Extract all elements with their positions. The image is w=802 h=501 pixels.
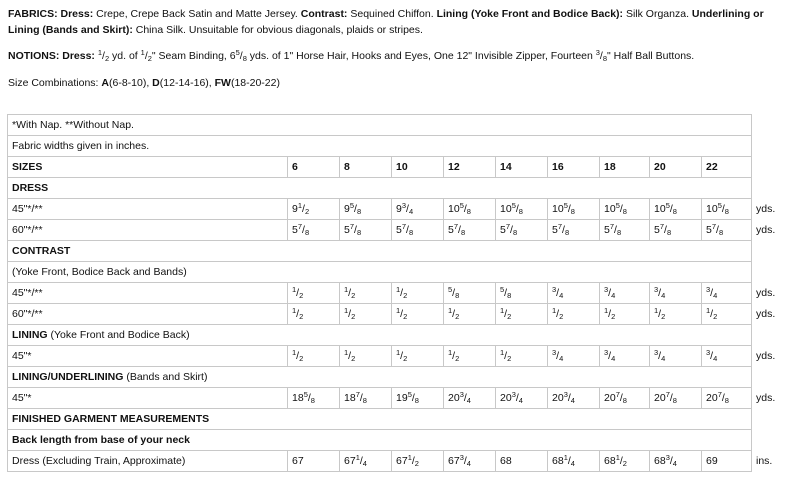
value-cell: $^3/_4$ [650, 283, 702, 304]
underlining-subheading: (Bands and Skirt) [123, 371, 208, 383]
combo-fw-value: (18-20-22) [230, 77, 280, 89]
value-cell: $9^5/_8$ [340, 199, 392, 220]
contrast-heading-row [8, 241, 752, 262]
size-header: 16 [548, 157, 600, 178]
value-cell: $^1/_2$ [392, 283, 444, 304]
value-cell: $10^5/_8$ [650, 199, 702, 220]
contrast-sub-row [8, 262, 752, 283]
row-label: 60"*/** [8, 220, 288, 241]
value-cell: $67^1/_2$ [392, 451, 444, 472]
back-length-heading: Back length from base of your neck [12, 434, 190, 446]
value-cell: $5^7/_8$ [444, 220, 496, 241]
finished-heading: FINISHED GARMENT MEASUREMENTS [12, 413, 210, 425]
fabrics-text-3: Silk Organza. [623, 8, 692, 20]
value-cell: 68 [496, 451, 548, 472]
note-nap-row-cell [8, 115, 752, 136]
value-cell: $10^5/_8$ [548, 199, 600, 220]
contrast-row [8, 304, 752, 325]
value-cell: $9^3/_4$ [392, 199, 444, 220]
value-cell: $^3/_4$ [650, 346, 702, 367]
value-cell: $5^7/_8$ [392, 220, 444, 241]
size-combo-label: Size Combinations: [8, 77, 102, 89]
size-combinations [8, 75, 794, 91]
row-label: 45"*/** [8, 283, 288, 304]
size-header: 12 [444, 157, 496, 178]
size-header: 6 [288, 157, 340, 178]
unit-label: yds. [756, 307, 776, 320]
value-cell: $18^7/_8$ [340, 388, 392, 409]
value-cell: $^1/_2$ [392, 304, 444, 325]
value-cell: $68^1/_4$ [548, 451, 600, 472]
size-header: 22 [702, 157, 752, 178]
sizes-label: SIZES [8, 157, 288, 178]
fabrics-text-1: Crepe, Crepe Back Satin and Matte Jersey. [93, 8, 301, 20]
contrast-heading: CONTRAST [12, 245, 71, 257]
underlining-heading-row [8, 367, 752, 388]
value-cell: $20^7/_8$ [650, 388, 702, 409]
lining-subheading: (Yoke Front and Bodice Back) [47, 329, 190, 341]
sizes-row [8, 157, 752, 178]
fabrics-heading: FABRICS: Dress: [8, 8, 94, 20]
fabrics-text-2: Sequined Chiffon. [347, 8, 437, 20]
yardage-table [7, 114, 752, 472]
row-label: 45"*/** [8, 199, 288, 220]
size-header: 20 [650, 157, 702, 178]
dress-heading-row [8, 178, 752, 199]
unit-label: yds. [756, 202, 776, 215]
value-cell: 69 [702, 451, 752, 472]
contrast-sub-row-cell [8, 262, 752, 283]
value-cell: $^1/_2$ [444, 346, 496, 367]
notions-paragraph [8, 48, 794, 64]
value-cell: $20^7/_8$ [600, 388, 650, 409]
size-header: 8 [340, 157, 392, 178]
value-cell: $68^1/_2$ [600, 451, 650, 472]
underlining-heading-row-cell [8, 367, 752, 388]
value-cell: $67^3/_4$ [444, 451, 496, 472]
value-cell: $^1/_2$ [288, 346, 340, 367]
dress-heading-row-cell [8, 178, 752, 199]
value-cell: $^3/_4$ [600, 283, 650, 304]
value-cell: $^1/_2$ [288, 283, 340, 304]
value-cell: $5^7/_8$ [340, 220, 392, 241]
value-cell: $^5/_8$ [444, 283, 496, 304]
value-cell: $10^5/_8$ [496, 199, 548, 220]
value-cell: $^5/_8$ [496, 283, 548, 304]
value-cell: $10^5/_8$ [444, 199, 496, 220]
note-nap: *With Nap. **Without Nap. [12, 119, 134, 131]
pattern-intro [8, 6, 794, 91]
value-cell: $9^1/_2$ [288, 199, 340, 220]
contrast-row [8, 283, 752, 304]
contrast-heading-row-cell [8, 241, 752, 262]
combo-fw: FW [214, 77, 231, 89]
combo-d: D [152, 77, 160, 89]
value-cell: $18^5/_8$ [288, 388, 340, 409]
value-cell: $^1/_2$ [392, 346, 444, 367]
value-cell: $^3/_4$ [600, 346, 650, 367]
finished-heading-row-cell [8, 409, 752, 430]
value-cell: $19^5/_8$ [392, 388, 444, 409]
value-cell: $20^3/_4$ [444, 388, 496, 409]
value-cell: $67^1/_4$ [340, 451, 392, 472]
value-cell: $20^3/_4$ [496, 388, 548, 409]
value-cell: $10^5/_8$ [702, 199, 752, 220]
row-label: 60"*/** [8, 304, 288, 325]
back-length-row [8, 430, 752, 451]
value-cell: $^1/_2$ [702, 304, 752, 325]
value-cell: $5^7/_8$ [496, 220, 548, 241]
value-cell: $^3/_4$ [702, 283, 752, 304]
unit-label: yds. [756, 223, 776, 236]
row-label: Dress (Excluding Train, Approximate) [8, 451, 288, 472]
unit-label: yds. [756, 286, 776, 299]
lining-heading-row [8, 325, 752, 346]
notions-text: $^1/_2$ yd. of $^1/_2$" Seam Binding, $6^5/_8$ yds. of 1" Horse Hair, Hooks and Eyes, One 12" Invisible Zipper, Fourteen $^3/_8$" Half Ball Buttons. [97, 48, 695, 63]
value-cell: $10^5/_8$ [600, 199, 650, 220]
row-label: 45"* [8, 346, 288, 367]
dress-row [8, 220, 752, 241]
size-header: 10 [392, 157, 444, 178]
back-length-row-cell [8, 430, 752, 451]
value-cell: $^3/_4$ [702, 346, 752, 367]
unit-label: ins. [756, 454, 773, 467]
value-cell: $5^7/_8$ [288, 220, 340, 241]
value-cell: $5^7/_8$ [650, 220, 702, 241]
dress-row [8, 199, 752, 220]
value-cell: $5^7/_8$ [600, 220, 650, 241]
note-widths: Fabric widths given in inches. [12, 140, 150, 152]
row-label: 45"* [8, 388, 288, 409]
underlining-row [8, 388, 752, 409]
value-cell: $^1/_2$ [650, 304, 702, 325]
value-cell: $^1/_2$ [548, 304, 600, 325]
finished-heading-row [8, 409, 752, 430]
value-cell: $^1/_2$ [496, 346, 548, 367]
value-cell: $^1/_2$ [444, 304, 496, 325]
underlining-heading: Underlining or Lining (Bands and Skirt): [8, 8, 764, 36]
fabrics-paragraph [8, 6, 794, 38]
value-cell: $5^7/_8$ [548, 220, 600, 241]
unit-label: yds. [756, 349, 776, 362]
value-cell: $^1/_2$ [340, 283, 392, 304]
note-widths-row [8, 136, 752, 157]
value-cell: $^1/_2$ [600, 304, 650, 325]
dress-heading: DRESS [12, 182, 49, 194]
size-header: 14 [496, 157, 548, 178]
value-cell: $20^7/_8$ [702, 388, 752, 409]
value-cell: $68^3/_4$ [650, 451, 702, 472]
note-widths-row-cell [8, 136, 752, 157]
value-cell: $^1/_2$ [340, 346, 392, 367]
finished-row [8, 451, 752, 472]
notions-heading: NOTIONS: Dress: [8, 50, 95, 62]
lining-heading-row-cell [8, 325, 752, 346]
value-cell: 67 [288, 451, 340, 472]
combo-d-value: (12-14-16), [159, 77, 215, 89]
value-cell: $^3/_4$ [548, 346, 600, 367]
value-cell: $20^3/_4$ [548, 388, 600, 409]
lining-heading: LINING [12, 329, 48, 341]
value-cell: $^1/_2$ [496, 304, 548, 325]
lining-row [8, 346, 752, 367]
underlining-heading: LINING/UNDERLINING [12, 371, 124, 383]
combo-a: A [101, 77, 109, 89]
combo-a-value: (6-8-10), [108, 77, 153, 89]
size-header: 18 [600, 157, 650, 178]
lining-heading: Lining (Yoke Front and Bodice Back): [436, 8, 624, 20]
contrast-heading: Contrast: [300, 8, 348, 20]
note-nap-row [8, 115, 752, 136]
value-cell: $^1/_2$ [288, 304, 340, 325]
fabrics-text-4: China Silk. Unsuitable for obvious diagonals, plaids or stripes. [132, 24, 423, 36]
unit-label: yds. [756, 391, 776, 404]
value-cell: $^3/_4$ [548, 283, 600, 304]
contrast-subheading: (Yoke Front, Bodice Back and Bands) [12, 266, 187, 278]
value-cell: $^1/_2$ [340, 304, 392, 325]
value-cell: $5^7/_8$ [702, 220, 752, 241]
